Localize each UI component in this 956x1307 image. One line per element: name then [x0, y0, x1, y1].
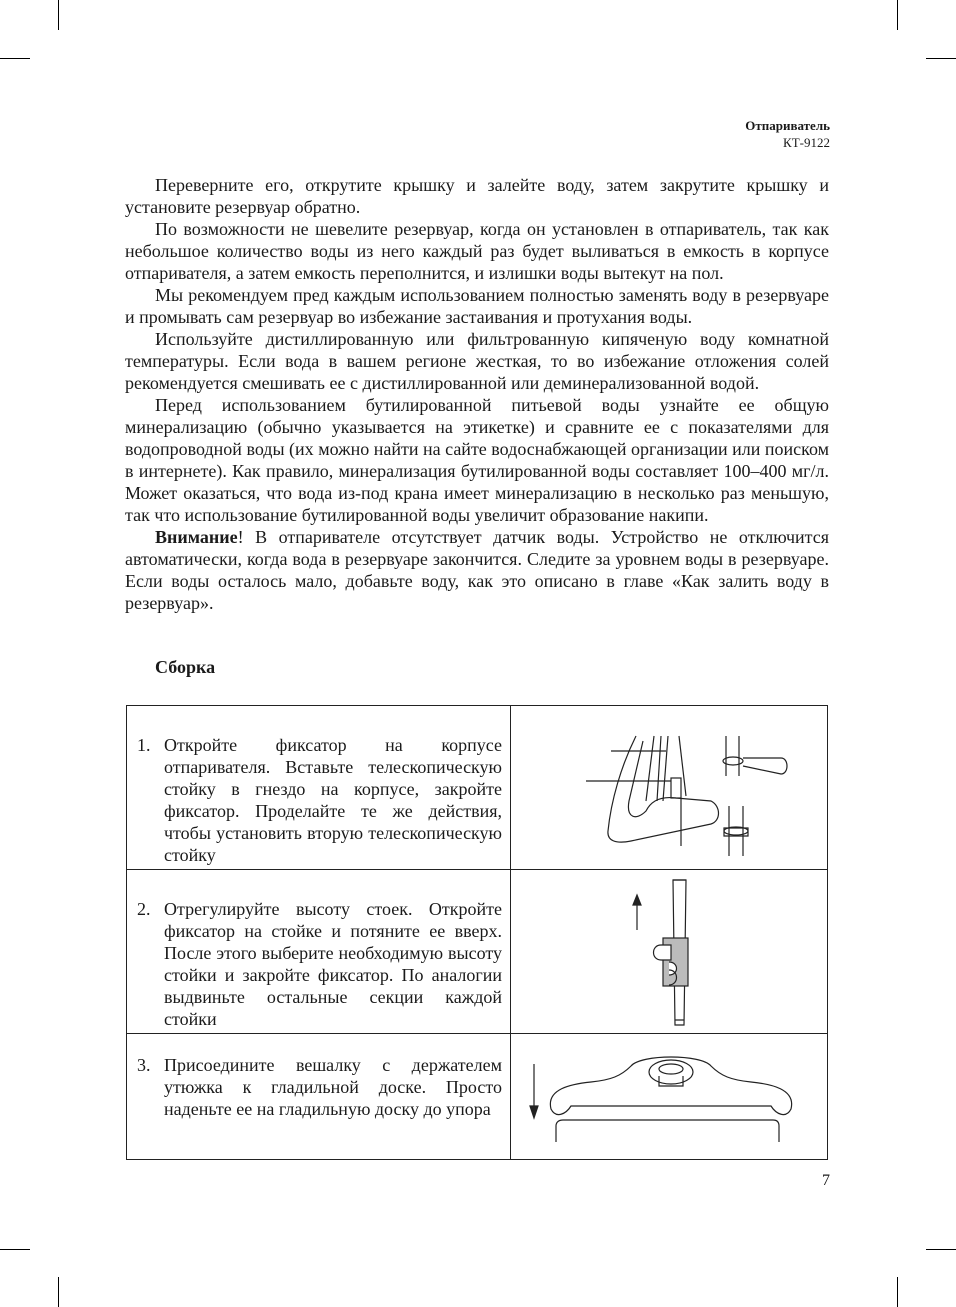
table-row — [127, 870, 828, 1034]
clamp-detail-closed — [724, 806, 748, 856]
warning-label: Внимание — [155, 527, 238, 547]
table-row — [127, 1034, 828, 1160]
assembly-steps-table — [126, 705, 828, 1160]
step-2-illustration — [511, 870, 828, 1034]
crop-mark — [58, 1277, 59, 1307]
step-3-illustration — [511, 1034, 828, 1160]
crop-mark — [0, 1249, 30, 1250]
hanger-diagram — [550, 1057, 791, 1142]
paragraph: По возможности не шевелите резервуар, когда он установлен в отпариватель, так как небольшое количество воды из него каждый раз будет выливаться в емкость в корпусе отпаривателя, а затем емкость переполнится, и излишки воды вытекут на пол. — [125, 219, 829, 283]
page-number: 7 — [822, 1172, 830, 1189]
model-number: КТ-9122 — [783, 135, 830, 150]
clamp-detail-open — [723, 736, 787, 776]
paragraph: Перед использованием бутилированной питьевой воды узнайте ее общую минерализацию (обычно указывается на этикетке) и сравните ее с показателями для водопроводной воды (их можно найти на сайте водоснабжающей организации или поиском в интернете). Как правило, минерализация бутилированной воды составляет 100–400 мг/л. Может оказаться, что вода из-под крана имеет минерализацию в несколько раз меньшую, так что использование бутилированной воды увеличит образование накипи. — [125, 395, 829, 525]
crop-mark — [0, 58, 30, 59]
steamer-base-diagram — [586, 736, 719, 846]
step-1 — [127, 706, 510, 866]
arrow-down-icon — [530, 1064, 538, 1118]
crop-mark — [58, 0, 59, 30]
step-number: 2. — [137, 899, 151, 919]
paragraph: Используйте дистиллированную или фильтрованную кипяченую воду комнатной температуры. Если вода в вашем регионе жесткая, то во избежание отложения солей рекомендуется смешивать ее с дистиллированной или деминерализованной водой. — [125, 329, 829, 393]
step-number: 3. — [137, 1055, 151, 1075]
body-text — [125, 174, 829, 614]
telescopic-pole-diagram — [654, 880, 689, 1025]
product-name: Отпариватель — [745, 118, 830, 133]
step-3 — [127, 1034, 510, 1120]
paragraph: Мы рекомендуем пред каждым использованием полностью заменять воду в резервуаре и промывать сам резервуар во избежание застаивания и протухания воды. — [125, 285, 829, 327]
section-title: Сборка — [155, 657, 216, 677]
step-text: Присоедините вешалку с держателем утюжка к гладильной доске. Просто наденьте ее на гладильную доску до упора — [164, 1055, 502, 1119]
step-text: Откройте фиксатор на корпусе отпаривателя. Вставьте телескопическую стойку в гнездо на корпусе, закройте фиксатор. Проделайте те же действия, чтобы установить вторую телескопическую стойку — [164, 735, 502, 865]
table-row — [127, 706, 828, 870]
paragraph: Переверните его, открутите крышку и залейте воду, затем закрутите крышку и установите резервуар обратно. — [125, 175, 829, 217]
step-2 — [127, 870, 510, 1030]
warning-text: ! В отпаривателе отсутствует датчик воды. Устройство не отключится автоматически, когда вода в резервуаре закончится. Следите за уровнем воды в резервуаре. Если воды осталось мало, добавьте воду, как это описано в главе «Как залить воду в резервуар». — [125, 527, 829, 613]
crop-mark — [897, 1277, 898, 1307]
crop-mark — [926, 1249, 956, 1250]
warning-paragraph — [125, 526, 829, 614]
running-header — [745, 117, 830, 151]
step-text-cell — [127, 1034, 511, 1160]
arrow-up-icon — [633, 895, 641, 930]
step-text-cell — [127, 870, 511, 1034]
step-text-cell — [127, 706, 511, 870]
crop-mark — [897, 0, 898, 30]
step-number: 1. — [137, 735, 151, 755]
step-text: Отрегулируйте высоту стоек. Откройте фиксатор на стойке и потяните ее вверх. После этого выберите необходимую высоту стойки и закройте фиксатор. По аналогии выдвиньте остальные секции каждой стойки — [164, 899, 502, 1029]
crop-mark — [926, 58, 956, 59]
step-1-illustration — [511, 706, 828, 870]
